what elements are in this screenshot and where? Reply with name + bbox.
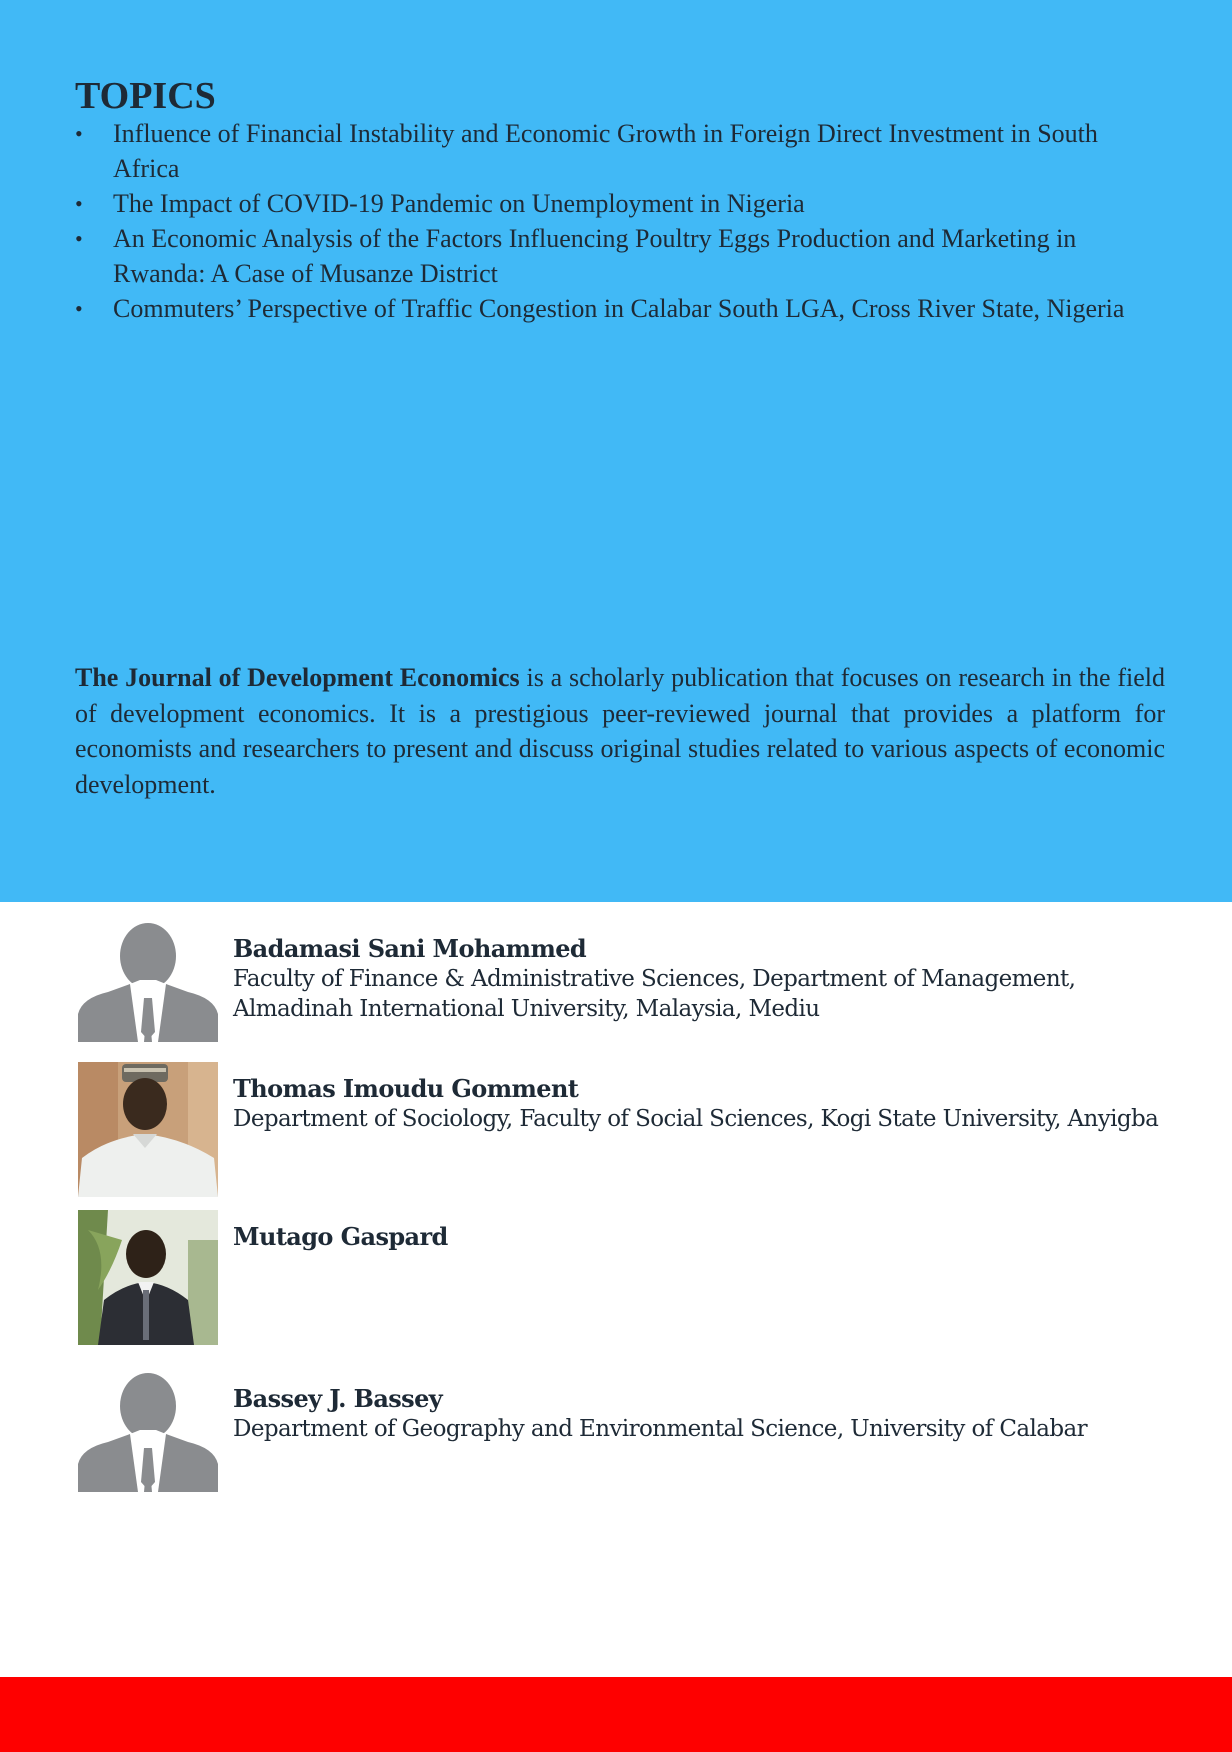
bullet-icon: • xyxy=(75,226,83,251)
topic-item xyxy=(75,116,1165,186)
topic-item xyxy=(75,221,1165,291)
author-photo xyxy=(78,1062,218,1197)
journal-name: The Journal of Development Economics xyxy=(75,663,520,692)
topic-text: An Economic Analysis of the Factors Influencing Poultry Eggs Production and Marketing in Rwanda: A Case of Musanze District xyxy=(113,224,1077,288)
topics-title: TOPICS xyxy=(75,75,216,117)
author-photo xyxy=(78,1210,218,1345)
topic-item xyxy=(75,186,1165,221)
topic-item xyxy=(75,291,1165,326)
journal-description-text: is a scholarly publication that focuses on research in the field of development economics. It is a prestigious peer-reviewed journal that provides a platform for economists and researchers to present and discuss original studies related to various aspects of economic development. xyxy=(75,663,1165,799)
author-entry xyxy=(78,1372,1178,1512)
author-affiliation: Department of Sociology, Faculty of Social Sciences, Kogi State University, Anyigba xyxy=(233,1106,1159,1132)
person-silhouette-icon xyxy=(78,1372,218,1507)
bullet-icon: • xyxy=(75,296,83,321)
author-name: Bassey J. Bassey xyxy=(233,1384,443,1413)
topics-list xyxy=(75,116,1165,326)
author-name: Badamasi Sani Mohammed xyxy=(233,934,587,963)
journal-description xyxy=(75,660,1165,802)
author-name: Mutago Gaspard xyxy=(233,1222,448,1251)
author-name: Thomas Imoudu Gomment xyxy=(233,1074,579,1103)
author-affiliation: Department of Geography and Environmental Science, University of Calabar xyxy=(233,1416,1087,1442)
person-silhouette-icon xyxy=(78,922,218,1057)
topic-text: The Impact of COVID-19 Pandemic on Unemployment in Nigeria xyxy=(113,189,805,218)
bullet-icon: • xyxy=(75,121,83,146)
author-entry xyxy=(78,922,1178,1062)
bullet-icon: • xyxy=(75,191,83,216)
author-entry xyxy=(78,1210,1178,1350)
topic-text: Influence of Financial Instability and Economic Growth in Foreign Direct Investment in South Africa xyxy=(113,119,1098,183)
topic-text: Commuters’ Perspective of Traffic Congestion in Calabar South LGA, Cross River State, Nigeria xyxy=(113,294,1125,323)
author-affiliation: Faculty of Finance & Administrative Sciences, Department of Management, Almadinah International University, Malaysia, Mediu xyxy=(233,966,1076,1022)
author-entry xyxy=(78,1062,1178,1202)
footer-band xyxy=(0,1677,1232,1752)
